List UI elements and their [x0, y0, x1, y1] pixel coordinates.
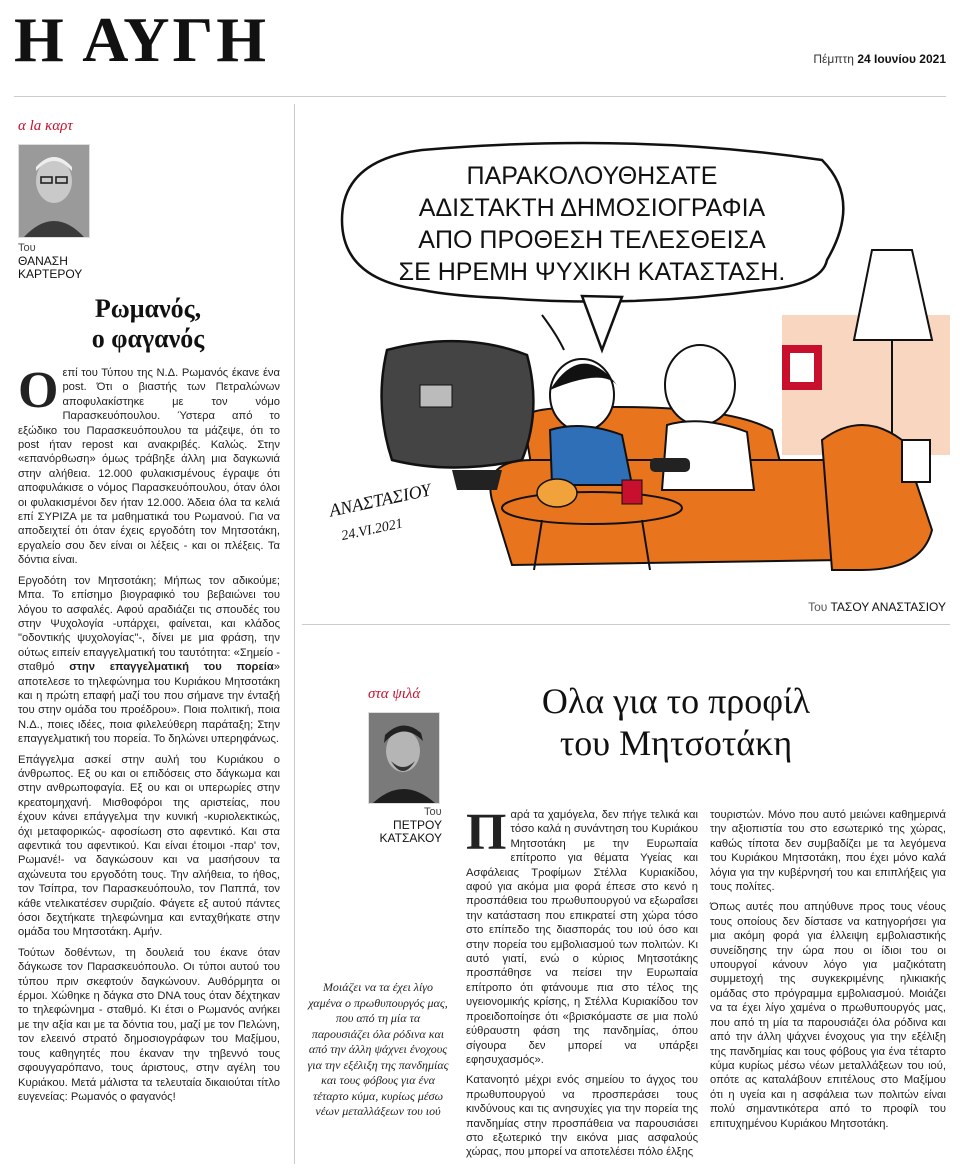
right-article-column-1: [466, 804, 698, 1166]
left-article-body: [18, 362, 281, 1110]
weekday: Πέμπτη: [813, 52, 854, 66]
cartoon-signature: ΑΝΑΣΤΑΣΙΟΥ: [327, 479, 433, 521]
speech-line-3: ΑΠΟ ΠΡΟΘΕΣΗ ΤΕΛΕΣΘΕΙΣΑ: [418, 226, 766, 254]
title-line-1: Ρωμανός,: [94, 294, 202, 323]
bold-phrase: στην επαγγελματική του πορεία: [69, 661, 274, 674]
author-name: ΘΑΝΑΣΗ ΚΑΡΤΕΡΟΥ: [18, 254, 83, 281]
masthead: Η ΑΥΓΗ: [14, 4, 269, 75]
byline-prefix: Του: [424, 806, 442, 818]
article-title: [466, 680, 886, 764]
dropcap: Π: [466, 804, 507, 861]
author-byline: [368, 806, 442, 845]
title-line-2: ο φαγανός: [91, 324, 205, 353]
author-portrait: [18, 144, 90, 238]
speech-line-1: ΠΑΡΑΚΟΛΟΥΘΗΣΑΤΕ: [466, 162, 718, 190]
author-portrait: [368, 712, 440, 804]
paragraph-1: Παρά τα χαμόγελα, δεν πήγε τελικά και τόσο καλά η συνάντηση του Κυριάκου Μητσοτάκη με την Ευρωπαία επίτροπο για θέματα Υγείας και Ασφάλειας Τροφίμων Στέλλα Κυριακίδου, αφού για ακόμα μια φορά έπεσε στο κενό η προσπάθεια του πρωθυπουργού να εξωραΐσει την κατάσταση που επικρατεί στη χώρα τόσο στο επίπεδο της διασποράς του ιού όσο και στην πορεία του εμβολιασμού των πολιτών. Κι αυτό γιατί, ενώ ο κύριος Μητσοτάκης προσπάθησε να πείσει την Ευρωπαία επίτροπο ότι φτάνουμε πια στο τέλος της υγειονομικής κρίσης, η Στέλλα Κυριακίδου τον προειδοποίησε ότι «βρισκόμαστε σε μια πολύ εύθραυστη φάση της πανδημίας, όπου σίγουρα δεν μπορεί να υπάρξει εφησυχασμός».: [466, 804, 698, 1066]
column-label: στα ψιλά: [368, 686, 421, 702]
paragraph-2: Εργοδότη τον Μητσοτάκη; Μήπως τον αδικούμε; Μπα. Το επίσημο βιογραφικό του βεβαιώνει του λόγου το ασφαλές. Αφού αραδιάζει τις σπουδές του στην Ψυχολογία -υπάρχει, φαίνεται, και κλάδος "οδοντικής ψυχολογίας"-, δίνει με μια φράση, την ούτως ειπείν επαγγελματική του ταυτότητα: «Σημείο - σταθμό στην επαγγελματική του πορεία» αποτελεσε το τηλεφώνημα του Κυριάκου Μητσοτάκη και η πρώτη επαφή μαζί του που σήμανε την ένταξή του στην ομάδα του προέδρου». Ποια πολιτική, ποια Ν.Δ., ποιες ιδέες, ποια φιλελεύθερη παράταξη; Στην επαγγελματική του πορεία. Το δηλώνει υπερηφάνως.: [18, 574, 281, 746]
dropcap: Ο: [18, 362, 59, 419]
paragraph-4: Όπως αυτές που απηύθυνε προς τους νέους τους οποίους δεν δίστασε να κατηγορήσει για μια ακόμη φορά για έλλειψη εμβολιαστικής συνείδησης την ώρα που οι ίδιοι του οι υπουργοί κάνουν λόγο για μαζικότατη συμμετοχή της συγκεκριμένης ηλικιακής ομάδας στο πρόγραμμα εμβολιασμού. Μοιάζει να τα έχει λίγο χαμένα ο πρωθυπουργός μας, που από τη μία τα παρουσιάζει όλα ρόδινα και από την άλλη ψάχνει ένοχους για την εξέλιξη της πανδημίας και τους φόβους για ένα τέταρτο κύμα κυρίως μέσω νέων μεταλλάξεων του ιού, οπότε ας καταλάβουν επιτέλους στο Μαξίμου ότι η υγεία και η ασφάλεια των πολιτών είναι πολύ σημαντικότερα από το προφίλ του επιτυχημένου Κυριάκου Μητσοτάκη.: [710, 901, 946, 1130]
paragraph-3: Επάγγελμα ασκεί στην αυλή του Κυριάκου ο άνθρωπος. Εξ ου και οι επιδόσεις στο δάγκωμα και στην ανθρωποφαγία. Εξ ου και οι υπερωρίες στην κρεατομηχανή. Μισθοφόροι της αριστείας, που έχουν κάνει επάγγελμα την κυνική -κυριολεκτικώς, όχι μεταφορικώς- αφοσίωση στο αφεντικό. Και στα αφεντικά του αφεντικού. Και είναι έτοιμοι -παρ' τον, Ρωμανέ!- να δαγκώσουν και να μασήσουν τα αχώνευτα του εργοδότη τους. Την αλήθεια, το ήθος, τον Τσίπρα, τον Παρασκευόπουλο, τον Παππά, τον κάθε ντελικατέσεν συριζαίο. Φάγετε εξ αυτού πάντες όσοι δεχτήκατε τηλεφώνημα και ενταχθήκατε στην ομάδα του Μητσοτάκη. Αμήν.: [18, 753, 280, 939]
pull-quote: Μοιάζει να τα έχει λίγο χαμένα ο πρωθυπουργός μας, που από τη μία τα παρουσιάζει όλα ρόδινα και από την άλλη ψάχνει ένοχους για την εξέλιξη της πανδημίας και τους φόβους για ένα τέταρτο κύμα, κυρίως μέσω νέων μεταλλάξεων του ιού: [307, 980, 449, 1118]
title-line-1: Ολα για το προφίλ: [541, 681, 811, 721]
column-divider: [294, 104, 295, 1164]
cartoon: [302, 140, 950, 580]
right-article-column-2: [710, 808, 946, 1137]
credit-prefix: Του: [808, 600, 828, 614]
author-byline: [18, 242, 108, 281]
cartoon-signature-date: 24.VI.2021: [340, 516, 405, 545]
issue-date: [813, 52, 946, 66]
article-title: [18, 294, 278, 354]
paragraph-3: τουριστών. Μόνο που αυτό μειώνει καθημερινά την αξιοπιστία του στο εσωτερικό της χώρας, καθώς τίποτα δεν συμβαδίζει με τα λεγόμενα του Κυριάκου Μητσοτάκη, που έχει μόνο καλά λόγια για την κυβέρνησή του και επιπλήξεις για τους πολίτες.: [710, 809, 946, 894]
paragraph-4: Τούτων δοθέντων, τη δουλειά του έκανε όταν δάγκωσε τον Παρασκευόπουλο. Οι τύποι αυτού του τύπου πριν σκεφτούν δαγκώνουν. Αυθόρμητα οι έρμοι. Χώθηκε η δάγκα στο DNA τους όταν δέχτηκαν το τηλεφώνημα - σταθμό. Κι έτσι ο Ρωμανός ανήκει με την αξία και με τα δόντια του, μαζί με τον Πελώνη, τον ελεεινό στρατό δημοσιογράφων του Μαξίμου, τους καθηγητές που έκαναν την τηβεννό τους σφουγγαρόπανο, τους άριστους, στην αγέλη του Κυριάκου. Μετά μάλιστα τα τελευταία δικαιούται τίτλο ευγενείας: Ρωμανός ο φαγανός!: [18, 946, 280, 1103]
author-name: ΠΕΤΡΟΥ ΚΑΤΣΑΚΟΥ: [379, 818, 442, 845]
byline-prefix: Του: [18, 242, 36, 254]
paragraph-2: Κατανοητό μέχρι ενός σημείου το άγχος του πρωθυπουργού να προσπεράσει τους κινδύνους και τις ανησυχίες για την πορεία της πανδημίας στην προσπάθεια να παρουσιάσει στο εξωτερικό την εικόνα μιας ασφαλούς χώρας, που μπορεί να αποτελέσει πόλο έλξης: [466, 1074, 698, 1159]
title-line-2: του Μητσοτάκη: [559, 723, 793, 763]
column-label: α la καρτ: [18, 118, 73, 134]
speech-line-4: ΣΕ ΗΡΕΜΗ ΨΥΧΙΚΗ ΚΑΤΑΣΤΑΣΗ.: [398, 258, 786, 286]
date-value: 24 Ιουνίου 2021: [857, 52, 946, 66]
section-rule: [302, 624, 950, 625]
header-rule: [14, 96, 946, 97]
paragraph-1: Οεπί του Τύπου της Ν.Δ. Ρωμανός έκανε ένα post. Ότι ο βιαστής των Πετραλώνων αποφυλακίστηκε με τον νόμο Παρασκευόπουλου. Ύστερα από το εξώδικο του Παρασκευόπουλου τα μάζεψε, ότι το post ήταν repost και ανακριβές. Καλώς. Στην «επανόρθωση» όμως τράβηξε άλλη μια δαγκωνιά στην αλήθεια. 12.000 φυλακισμένους έγραψε ότι αποφυλάκισε ο νόμος Παρασκευόπουλου, όταν όλοι οι φυλακισμένοι δεν ήταν 12.000. Άδεια όλα τα κελιά επί ΣΥΡΙΖΑ με τα μαθηματικά του Ρωμανού. Για να αποδειχτεί ότι όταν έχεις εργοδότη τον Μητσοτάκη, εργαλείο σου δεν είναι οι λέξεις - και οι πλέξεις. Τα δόντια είναι.: [18, 362, 280, 567]
speech-line-2: ΑΔΙΣΤΑΚΤΗ ΔΗΜΟΣΙΟΓΡΑΦΙΑ: [418, 194, 766, 222]
cartoon-credit: [808, 600, 946, 614]
credit-name: ΤΑΣΟΥ ΑΝΑΣΤΑΣΙΟΥ: [830, 600, 946, 614]
